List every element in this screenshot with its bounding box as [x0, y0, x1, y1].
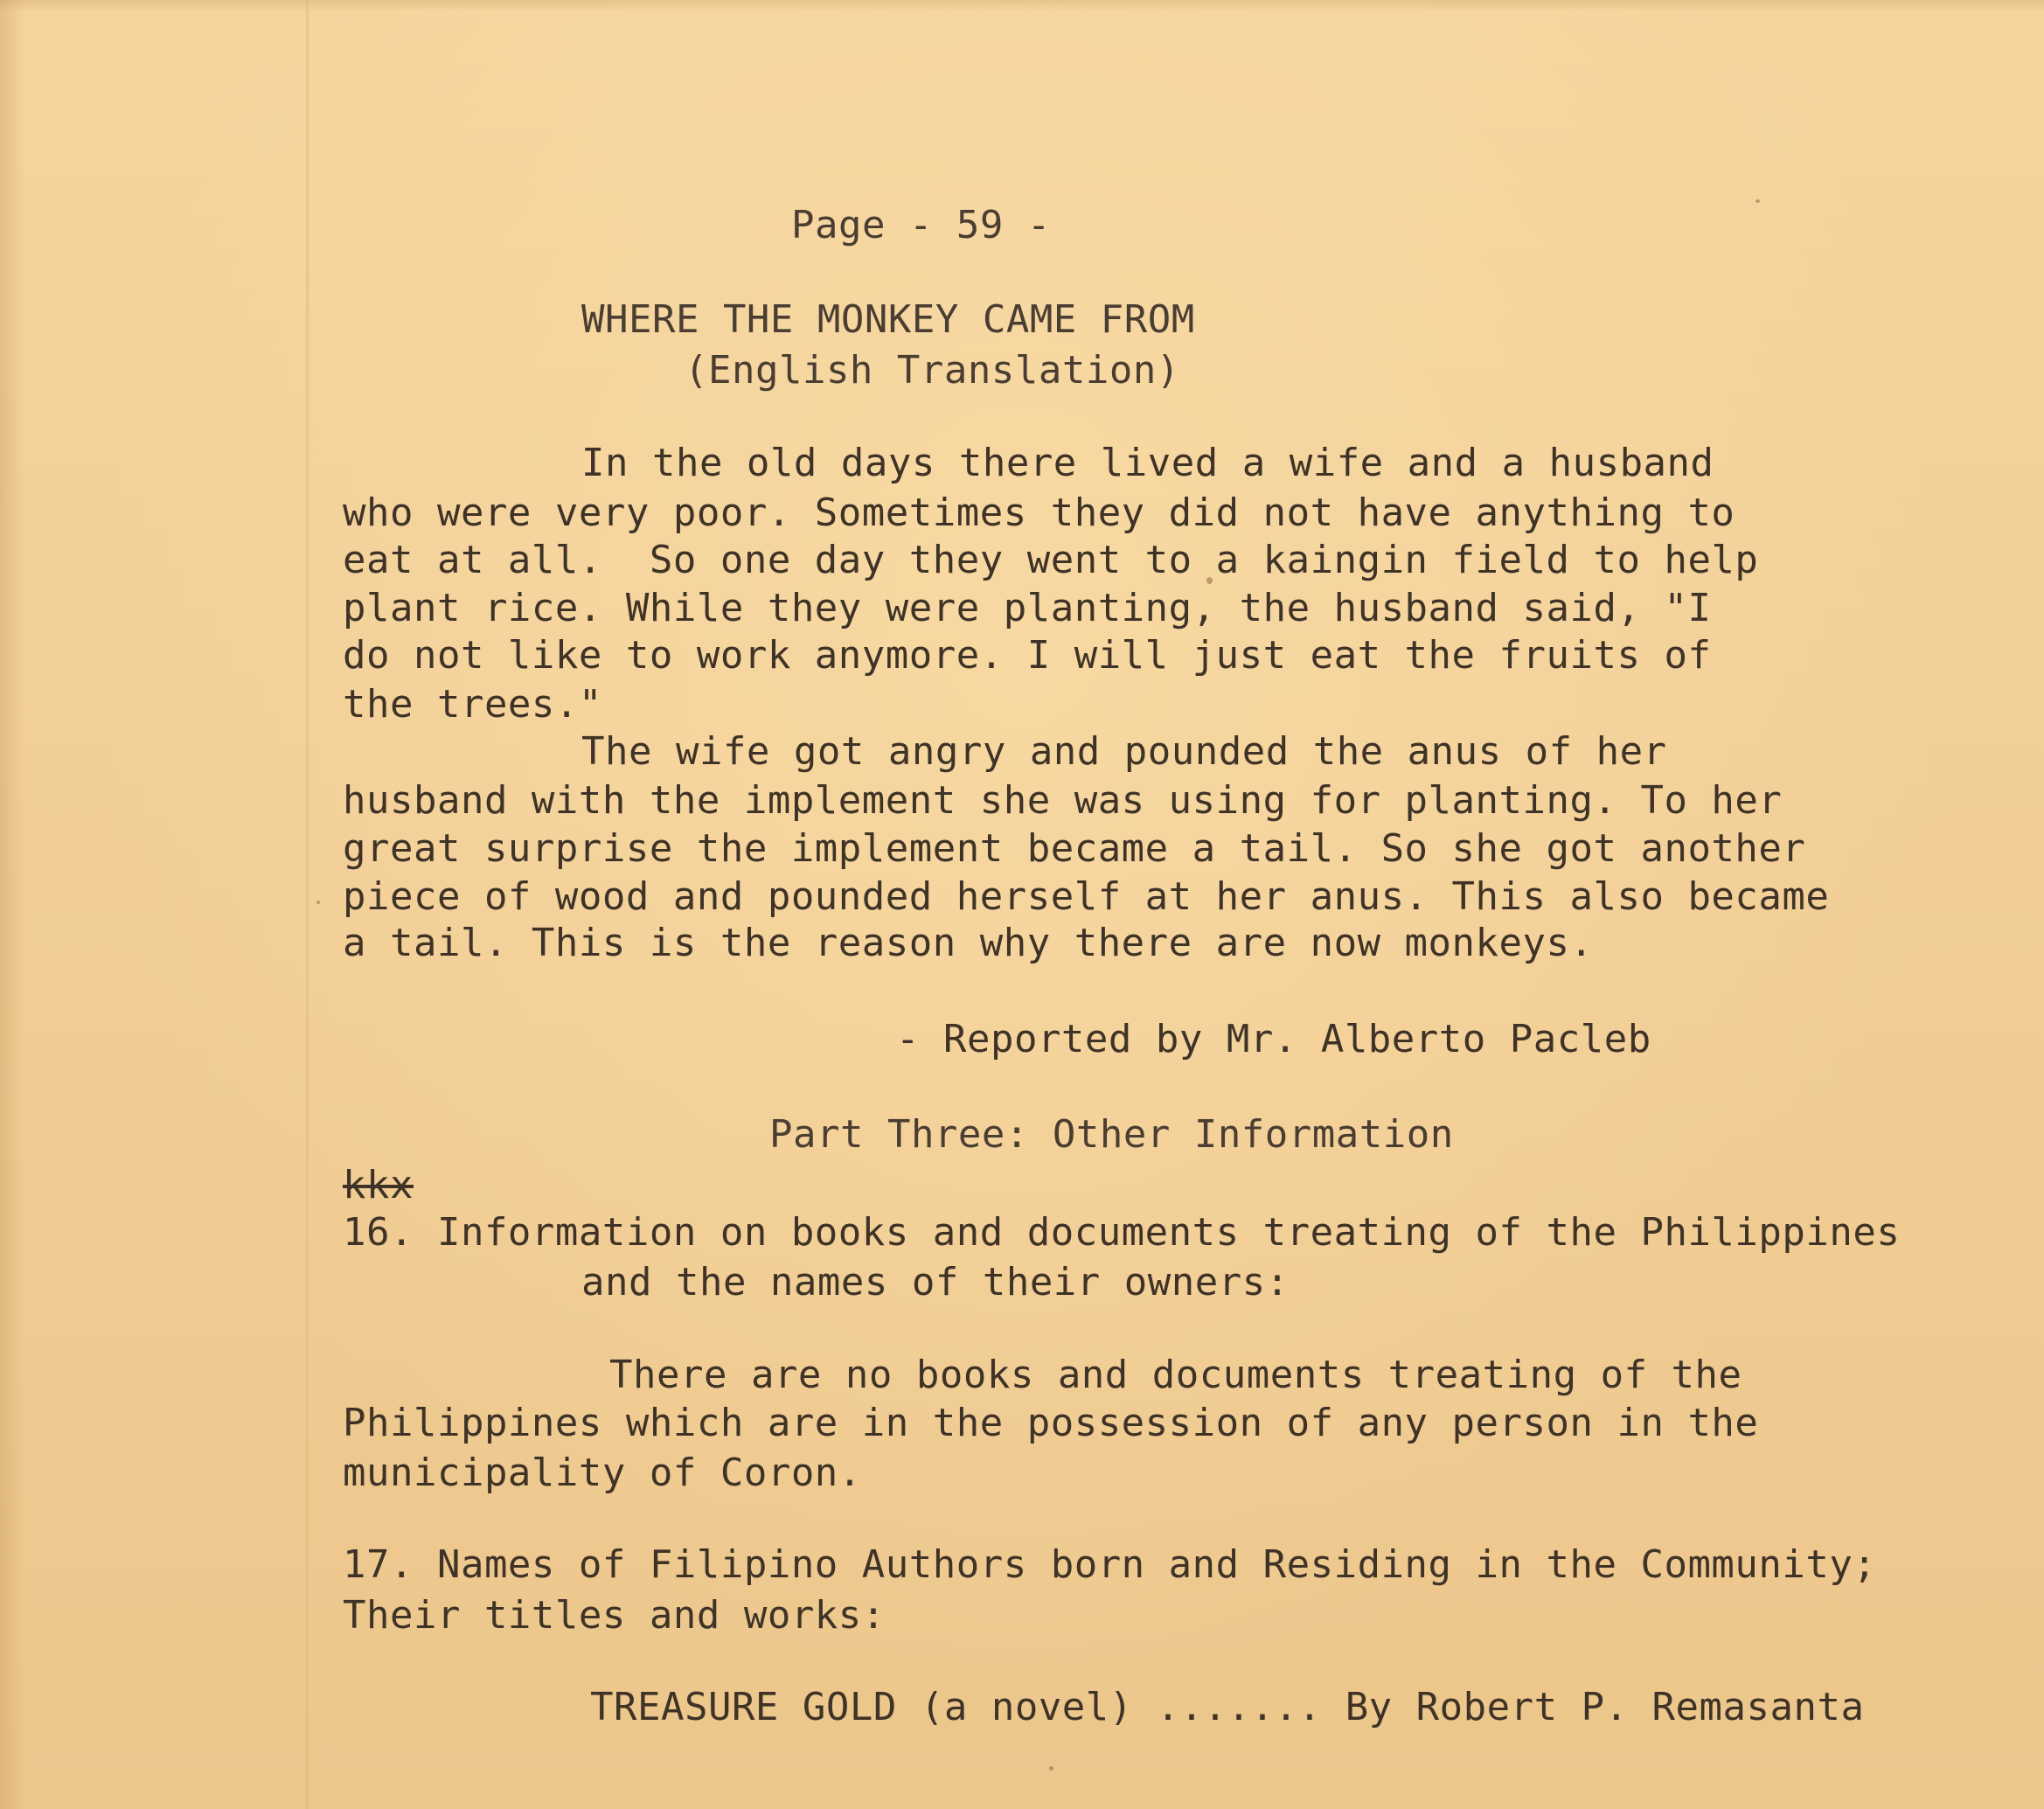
struck-out-text: kkx — [343, 1163, 414, 1207]
paper-speck — [1049, 1766, 1053, 1771]
paragraph-1-line-4: plant rice. While they were planting, the husband said, "I — [343, 586, 1712, 630]
page-number: Page - 59 - — [791, 203, 1051, 247]
paper-left-edge-shadow — [0, 0, 24, 1809]
paragraph-2-line-4: piece of wood and pounded herself at her anus. This also became — [343, 874, 1830, 919]
item-16-answer-line-2: Philippines which are in the possession of any person in the — [343, 1401, 1759, 1445]
paragraph-1-line-2: who were very poor. Sometimes they did not have anything to — [343, 491, 1735, 535]
item-17-question-line-1: 17. Names of Filipino Authors born and Residing in the Community; — [343, 1542, 1877, 1587]
item-16-question-line-2: and the names of their owners: — [581, 1260, 1290, 1305]
paper-speck — [316, 901, 320, 904]
item-16-answer-line-1: There are no books and documents treating of the — [609, 1353, 1742, 1397]
paragraph-1-line-6: the trees." — [343, 682, 602, 727]
story-title: WHERE THE MONKEY CAME FROM — [581, 297, 1195, 342]
paragraph-2-line-2: husband with the implement she was using for planting. To her — [343, 778, 1783, 823]
paragraph-1-line-5: do not like to work anymore. I will just eat the fruits of — [343, 633, 1712, 678]
paragraph-2-line-1: The wife got angry and pounded the anus of her — [581, 729, 1667, 774]
part-three-heading: Part Three: Other Information — [769, 1112, 1454, 1157]
item-16-answer-line-3: municipality of Coron. — [343, 1451, 862, 1495]
paper-speck — [1755, 199, 1760, 203]
item-17-entry: TREASURE GOLD (a novel) ....... By Robert P. Remasanta — [590, 1685, 1865, 1729]
reporter-credit: - Reported by Mr. Alberto Pacleb — [896, 1017, 1651, 1061]
paragraph-1-line-1: In the old days there lived a wife and a husband — [581, 441, 1714, 485]
paragraph-1-line-3: eat at all. So one day they went to a kaingin field to help — [343, 538, 1759, 582]
item-16-question-line-1: 16. Information on books and documents treating of the Philippines — [343, 1210, 1901, 1255]
paragraph-2-line-5: a tail. This is the reason why there are now monkeys. — [343, 921, 1594, 965]
paper-fold-line — [306, 0, 309, 1809]
story-subtitle: (English Translation) — [685, 348, 1180, 393]
paragraph-2-line-3: great surprise the implement became a tail. So she got another — [343, 826, 1806, 871]
item-17-question-line-2: Their titles and works: — [343, 1593, 886, 1638]
